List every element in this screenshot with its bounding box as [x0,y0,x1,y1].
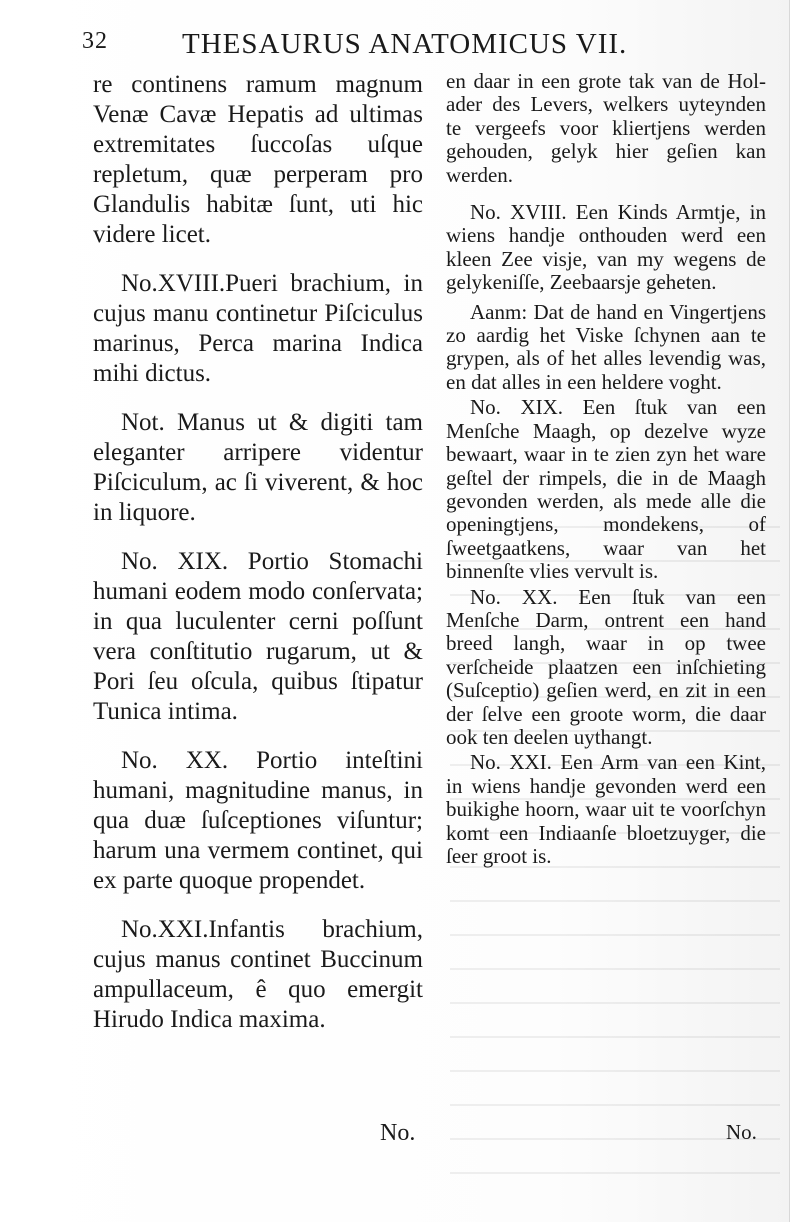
latin-paragraph: No. XX. Portio inteſtini humani, magnitudine manus, in qua duæ ſuſceptiones viſuntur; harum una vermem continet, qui ex parte quoque propendet. [93,747,423,894]
latin-paragraph: No. XIX. Portio Stomachi humani eodem modo conſervata; in qua luculenter cerni poſſunt vera conſtitutio rugarum, ut & Pori ſeu oſcula, quibus ſtipatur Tunica intima. [93,548,423,725]
page-number: 32 [82,28,108,54]
latin-paragraph: Not. Manus ut & digiti tam eleganter arripere videntur Piſciculum, ac ſi viverent, & hoc in liquore. [93,409,423,526]
dutch-paragraph: en daar in een grote tak van de Hol-ader des Levers, welkers uyteynden te vergeefs voor kliertjens werden gehouden, gelyk hier geſien kan werden. [446,69,766,187]
latin-paragraph: re continens ramum magnum Venæ Cavæ Hepatis ad ultimas extremitates ſuccoſas uſque repletum, quæ perperam pro Glandulis habitæ ſunt, uti hic videre licet. [93,71,423,248]
dutch-paragraph: Aanm: Dat de hand en Vingertjens zo aardig het Viske ſchynen aan te grypen, als of het alles levendig was, en dat alles in een heldere voght. [446,299,766,394]
latin-paragraph: No.XVIII.Pueri brachium, in cujus manu continetur Piſciculus marinus, Perca marina Indica mihi dictus. [93,270,423,387]
dutch-paragraph: No. XIX. Een ſtuk van een Menſche Maagh, op dezelve wyze bewaart, waar in te zien zyn het ware geſtel der rimpels, die in de Maagh gevonden werden, als mede alle die openingtjens, mondekens, of ſweetgaatkens, waar van het binnenſte vlies vervult is. [446,395,766,584]
dutch-catchword: No. [726,1120,757,1144]
dutch-paragraph: No. XX. Een ſtuk van een Menſche Darm, ontrent een hand breed langh, waar in op twee verſcheide plaatzen een inſchieting (Suſceptio) geſien werd, en zit in een der ſelve een groote worm, die daar ook ten deelen uythangt. [446,584,766,749]
latin-catchword: No. [380,1120,416,1146]
dutch-paragraph: No. XXI. Een Arm van een Kint, in wiens handje gevonden werd een buikighe hoorn, waar uit te voorſchyn komt een Indiaanſe bloetzuyger, die ſeer groot is. [446,750,766,868]
dutch-column [446,70,766,882]
running-title: THESAURUS ANATOMICUS VII. [182,28,628,60]
latin-column [93,70,423,1054]
latin-paragraph: No.XXI.Infantis brachium, cujus manus continet Buccinum ampullaceum, ê quo emergit Hirudo Indica maxima. [93,916,423,1033]
dutch-paragraph: No. XVIII. Een Kinds Armtje, in wiens handje onthouden werd een kleen Zee visje, van my wegens de gelykeniſſe, Zeebaarsje geheten. [446,200,766,295]
